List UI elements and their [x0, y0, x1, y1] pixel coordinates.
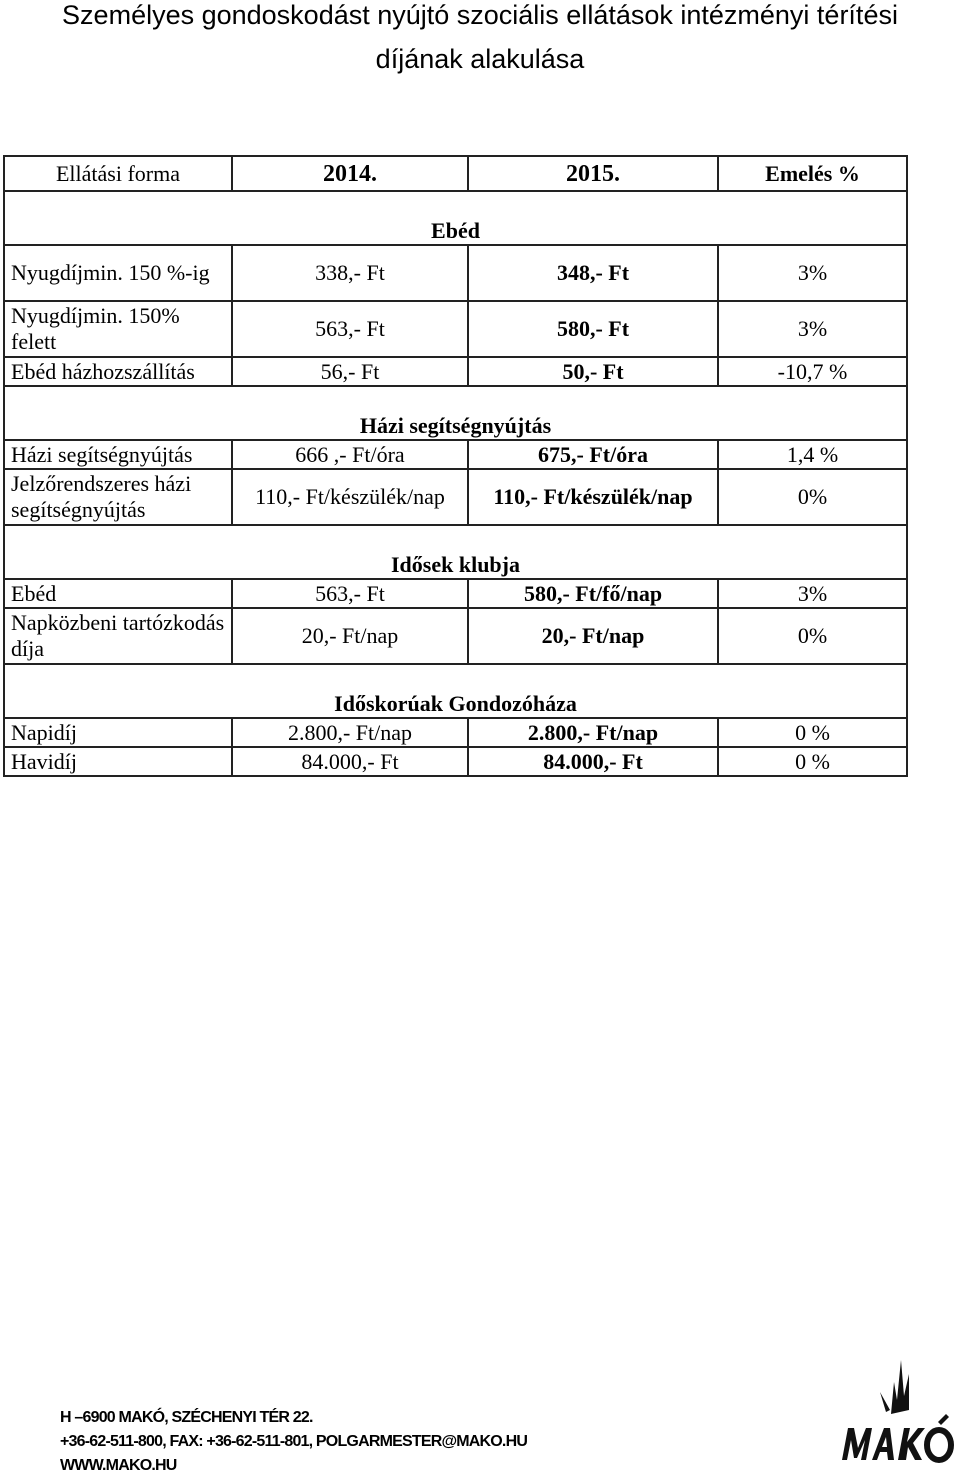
row-label: Napidíj: [4, 718, 232, 747]
section-header: [4, 386, 907, 440]
footer-address: H –6900 MAKÓ, SZÉCHENYI TÉR 22.: [60, 1409, 313, 1426]
table-row: [4, 440, 907, 469]
row-label: Havidíj: [4, 747, 232, 776]
section-title: Időskorúak Gondozóháza: [4, 664, 907, 718]
cell-change: 1,4 %: [718, 440, 907, 469]
footer-contact: [60, 1406, 527, 1478]
cell-change: 3%: [718, 245, 907, 301]
cell-2014: 563,- Ft: [232, 579, 468, 608]
cell-2014: 56,- Ft: [232, 357, 468, 386]
cell-2014: 110,- Ft/készülék/nap: [232, 469, 468, 525]
title-line-1: Személyes gondoskodást nyújtó szociális ellátások intézményi térítési: [62, 0, 898, 30]
cell-2015: 50,- Ft: [468, 357, 718, 386]
section-header: [4, 664, 907, 718]
table-row: [4, 718, 907, 747]
cell-2014: 666 ,- Ft/óra: [232, 440, 468, 469]
mako-logo-icon: [836, 1352, 956, 1467]
cell-2015: 675,- Ft/óra: [468, 440, 718, 469]
document-title: [0, 0, 960, 81]
row-label: Napközbeni tartózkodás díja: [4, 608, 232, 664]
cell-2015: 110,- Ft/készülék/nap: [468, 469, 718, 525]
cell-change: 3%: [718, 301, 907, 357]
cell-change: 0 %: [718, 747, 907, 776]
table-header-row: [4, 156, 907, 191]
footer-website: WWW.MAKO.HU: [60, 1457, 177, 1474]
section-title: Ebéd: [4, 191, 907, 245]
fee-table: [3, 155, 908, 777]
cell-change: 0%: [718, 469, 907, 525]
header-2014: 2014.: [232, 156, 468, 191]
table-row: [4, 301, 907, 357]
header-change: Emelés %: [718, 156, 907, 191]
row-label: Ebéd házhozszállítás: [4, 357, 232, 386]
table-row: [4, 608, 907, 664]
row-label: Jelzőrendszeres házi segítségnyújtás: [4, 469, 232, 525]
cell-2014: 20,- Ft/nap: [232, 608, 468, 664]
row-label: Házi segítségnyújtás: [4, 440, 232, 469]
row-label: Nyugdíjmin. 150% felett: [4, 301, 232, 357]
cell-change: 3%: [718, 579, 907, 608]
section-header: [4, 191, 907, 245]
row-label: Nyugdíjmin. 150 %-ig: [4, 245, 232, 301]
header-form: Ellátási forma: [4, 156, 232, 191]
cell-2015: 20,- Ft/nap: [468, 608, 718, 664]
cell-change: 0%: [718, 608, 907, 664]
table-row: [4, 245, 907, 301]
cell-2015: 580,- Ft: [468, 301, 718, 357]
cell-change: -10,7 %: [718, 357, 907, 386]
table-row: [4, 357, 907, 386]
table-row: [4, 747, 907, 776]
section-header: [4, 525, 907, 579]
cell-2015: 2.800,- Ft/nap: [468, 718, 718, 747]
title-line-2: díjának alakulása: [375, 44, 585, 74]
cell-2015: 580,- Ft/fő/nap: [468, 579, 718, 608]
row-label: Ebéd: [4, 579, 232, 608]
cell-2014: 338,- Ft: [232, 245, 468, 301]
footer-phone-email: +36-62-511-800, FAX: +36-62-511-801, POLGARMESTER@MAKO.HU: [60, 1433, 528, 1450]
cell-2014: 84.000,- Ft: [232, 747, 468, 776]
header-2015: 2015.: [468, 156, 718, 191]
cell-change: 0 %: [718, 718, 907, 747]
table-row: [4, 469, 907, 525]
cell-2015: 348,- Ft: [468, 245, 718, 301]
table-row: [4, 579, 907, 608]
cell-2014: 563,- Ft: [232, 301, 468, 357]
cell-2015: 84.000,- Ft: [468, 747, 718, 776]
section-title: Házi segítségnyújtás: [4, 386, 907, 440]
section-title: Idősek klubja: [4, 525, 907, 579]
cell-2014: 2.800,- Ft/nap: [232, 718, 468, 747]
